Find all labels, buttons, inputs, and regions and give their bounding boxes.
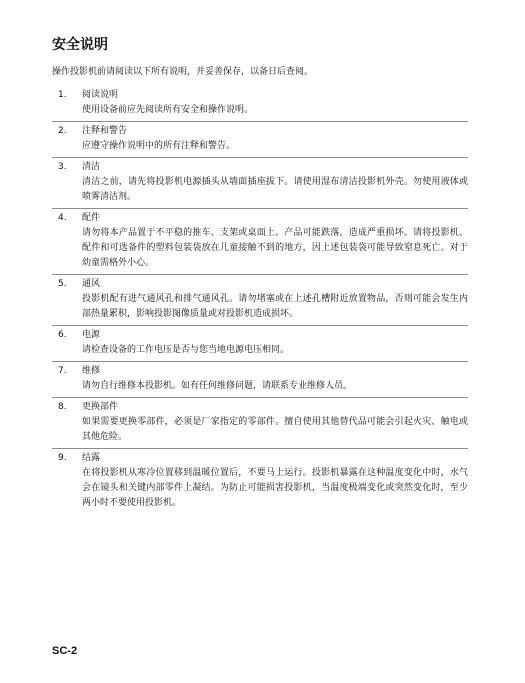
- item-content: [82, 211, 468, 271]
- item-heading: 通风: [82, 279, 101, 289]
- item-body: 使用设备前应先阅读所有安全和操作说明。: [82, 105, 254, 115]
- page-number: SC-2: [52, 645, 78, 657]
- item-body: 清洁之前，请先将投影机电源插头从墙面插座拔下。请使用湿布清洁投影机外壳。勿使用液体或喷雾清洁剂。: [82, 177, 468, 202]
- item-body: 投影机配有进气通风孔和排气通风孔。请勿堵塞或在上述孔槽附近放置物品，否则可能会发生内部热量累积，影响投影图像质量或对投影机造成损坏。: [82, 294, 468, 319]
- item-heading: 更换部件: [82, 402, 119, 412]
- item-number: 9.: [58, 453, 67, 463]
- item-number: 4.: [58, 213, 67, 223]
- item-heading: 电源: [82, 330, 101, 340]
- item-content: [82, 124, 468, 154]
- instruction-item: [52, 362, 468, 398]
- item-number: 7.: [58, 366, 67, 376]
- item-number: 1.: [58, 90, 67, 100]
- item-content: [82, 88, 468, 118]
- item-body: 如果需要更换零部件，必须是厂家指定的零部件。擅自使用其他替代品可能会引起火灾、触电或其他危险。: [82, 417, 468, 442]
- instruction-item: [52, 275, 468, 326]
- item-content: [82, 277, 468, 322]
- item-body: 应遵守操作说明中的所有注释和警告。: [82, 141, 236, 151]
- item-body: 请勿自行维修本投影机。如有任何维修问题，请联系专业维修人员。: [82, 381, 353, 391]
- instruction-item: [52, 86, 468, 122]
- item-heading: 清洁: [82, 162, 101, 172]
- item-number: 3.: [58, 162, 67, 172]
- instruction-item: [52, 449, 468, 514]
- safety-instructions-list: [52, 86, 468, 514]
- item-number: 8.: [58, 402, 67, 412]
- item-number: 5.: [58, 279, 67, 289]
- item-content: [82, 364, 468, 394]
- instruction-item: [52, 158, 468, 209]
- item-heading: 结露: [82, 453, 101, 463]
- page-title: 安全说明: [52, 37, 108, 53]
- item-heading: 配件: [82, 213, 101, 223]
- item-body: 请检查设备的工作电压是否与您当地电源电压相同。: [82, 345, 290, 355]
- item-body: 在将投影机从寒冷位置移到温暖位置后，不要马上运行。投影机暴露在这种温度变化中时，水气会在镜头和关键内部零件上凝结。为防止可能损害投影机，当温度极端变化或突然变化时，至少两小时不要使用投影机。: [82, 468, 468, 508]
- item-content: [82, 328, 468, 358]
- item-content: [82, 451, 468, 511]
- item-heading: 阅读说明: [82, 90, 119, 100]
- intro-text: 操作投影机前请阅读以下所有说明，并妥善保存，以备日后查阅。: [52, 67, 314, 77]
- item-number: 2.: [58, 126, 67, 136]
- item-content: [82, 400, 468, 445]
- instruction-item: [52, 398, 468, 449]
- instruction-item: [52, 326, 468, 362]
- instruction-item: [52, 209, 468, 275]
- item-heading: 维修: [82, 366, 101, 376]
- item-heading: 注释和警告: [82, 126, 128, 136]
- item-body: 请勿将本产品置于不平稳的推车、支架或桌面上。产品可能跌落，造成严重损坏。请将投影机、配件和可选备件的塑料包装袋放在儿童接触不到的地方，因上述包装袋可能导致窒息死亡。对于幼童需格外小心。: [82, 228, 468, 268]
- instruction-item: [52, 122, 468, 158]
- item-number: 6.: [58, 330, 67, 340]
- item-content: [82, 160, 468, 205]
